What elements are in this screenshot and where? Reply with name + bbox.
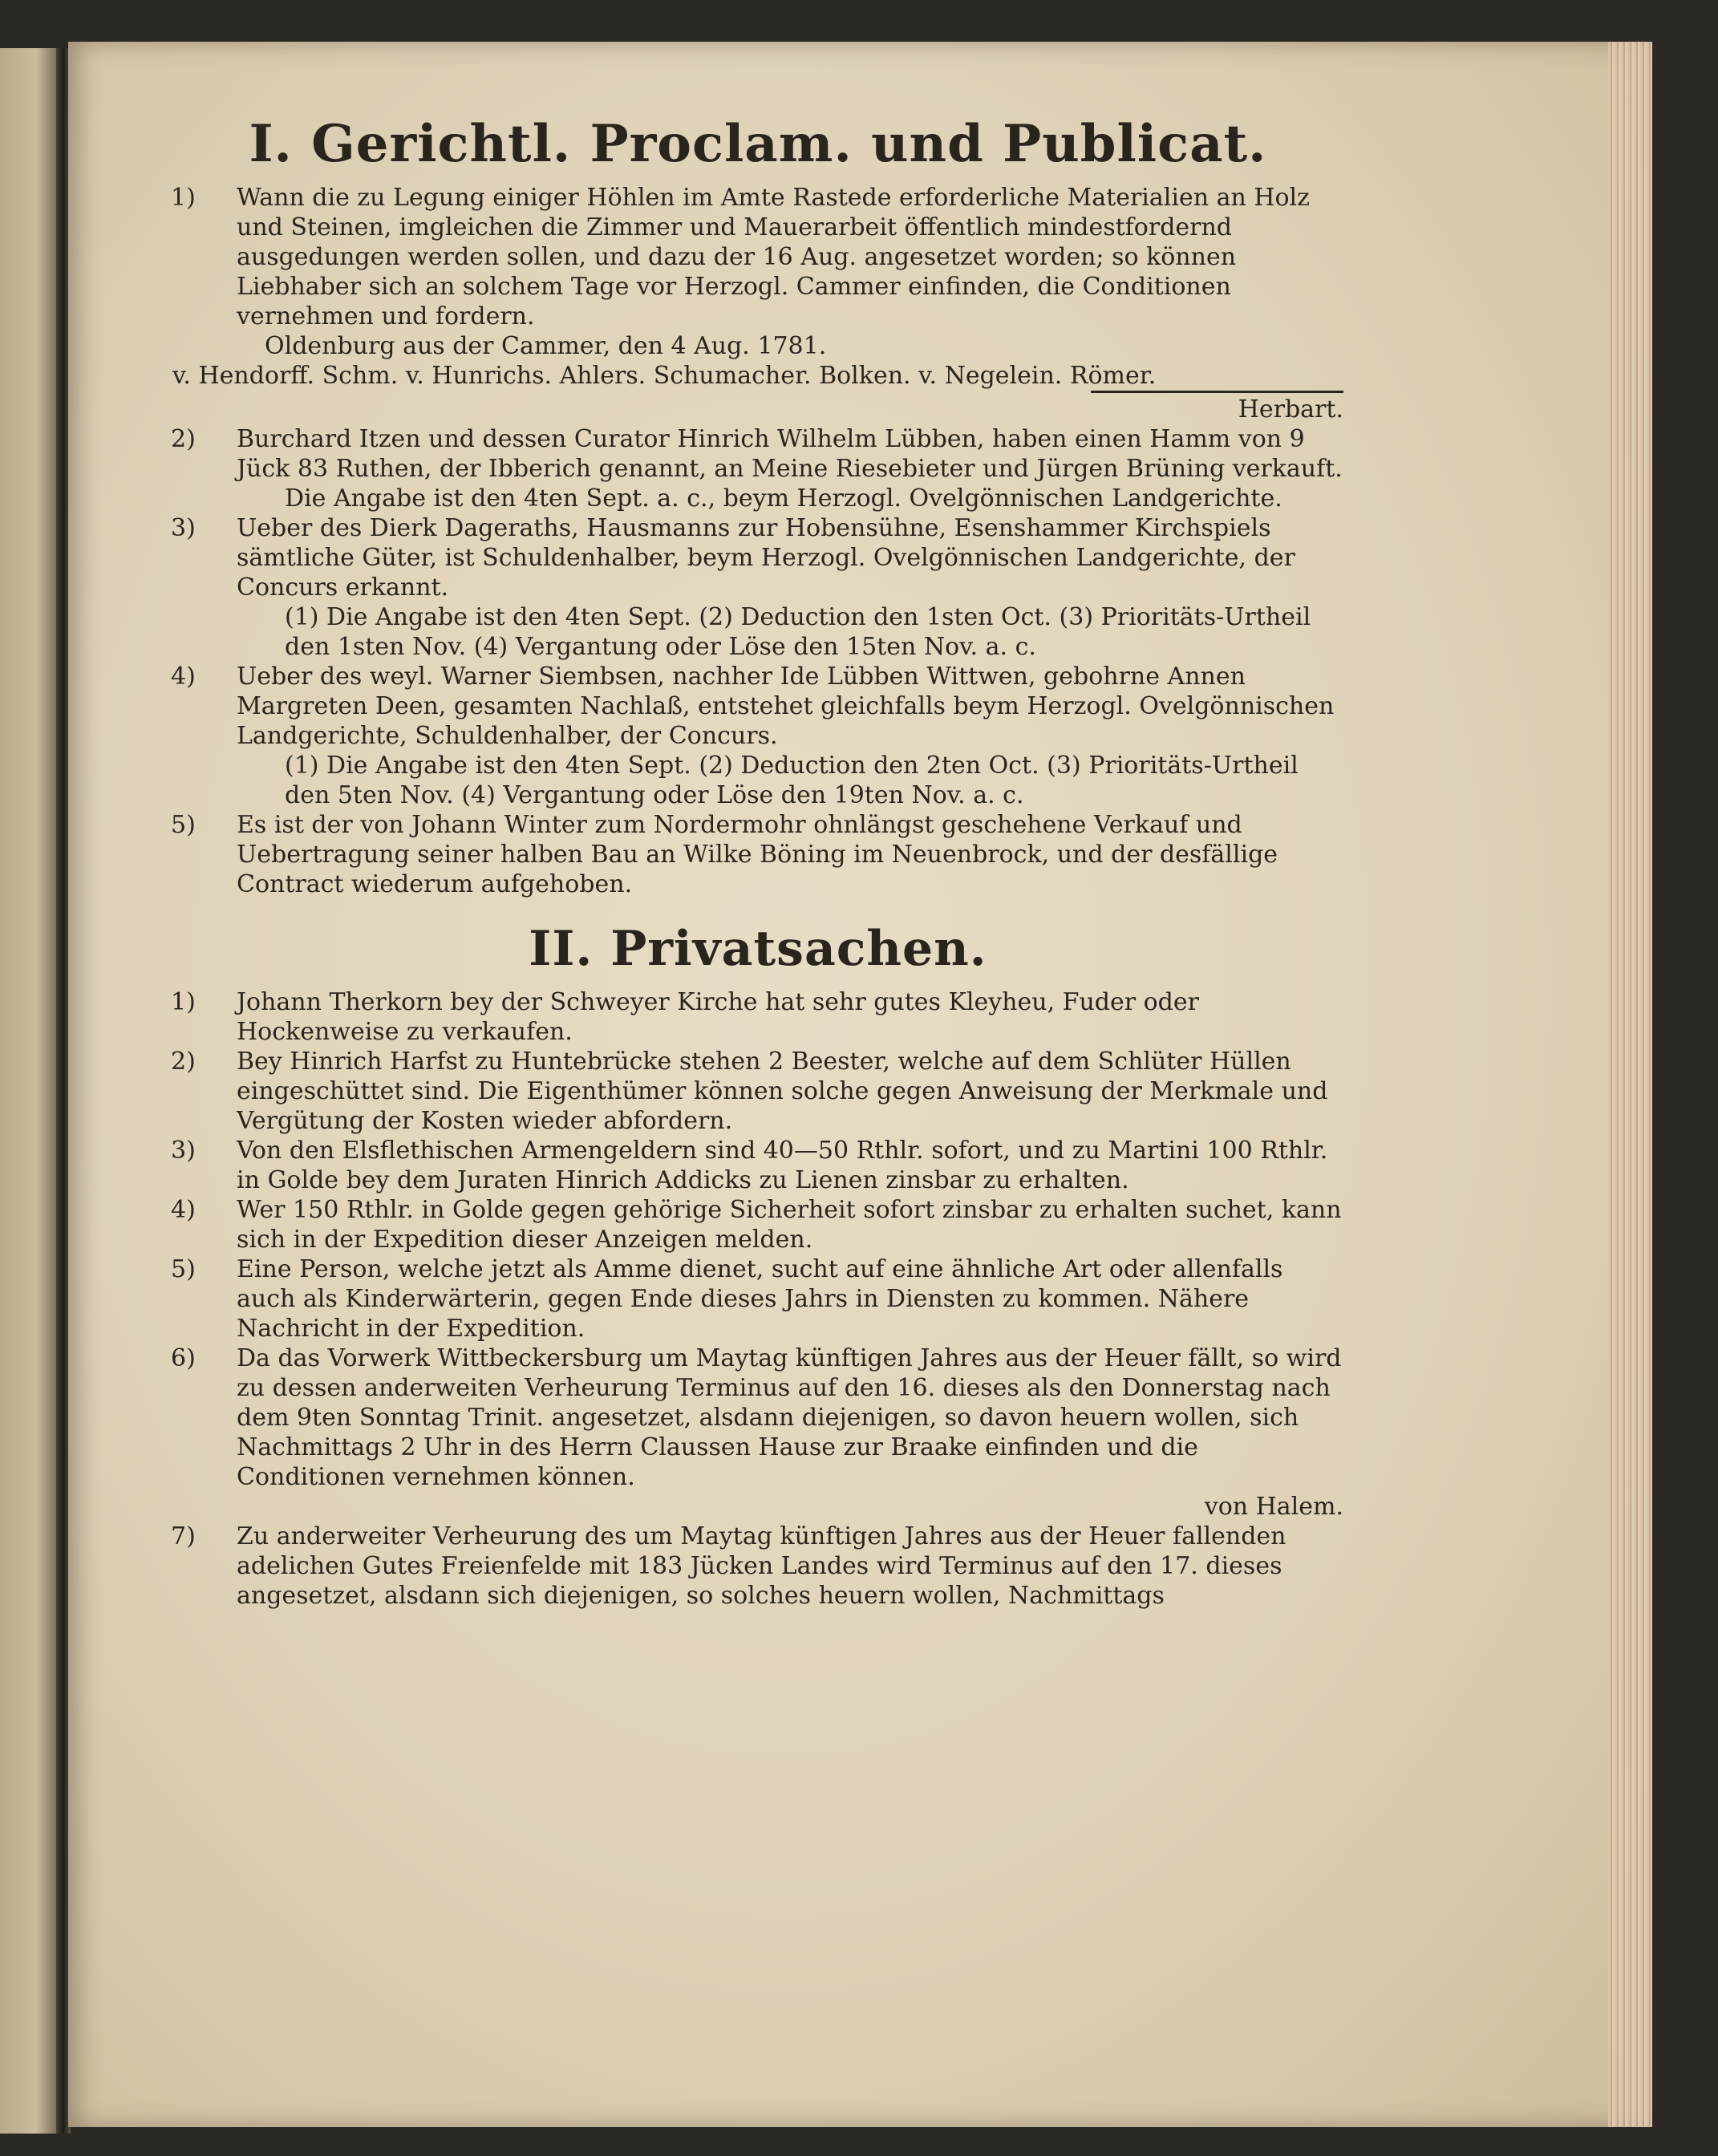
signature-last — [172, 391, 1343, 424]
notice-text: Burchard Itzen und dessen Curator Hinrich Wilhelm Lübben, haben einen Hamm von 9 Jück 83 Ruthen, der Ibberich genannt, an Meine Riesebieter und Jürgen Brüning verkauft. — [237, 425, 1343, 483]
notice-text: Eine Person, welche jetzt als Amme dienet, sucht auf eine ähnliche Art oder allenfalls auch als Kinderwärterin, gegen Ende dieses Jahrs in Diensten zu kommen. Nähere Nachricht in der Expedition. — [237, 1255, 1283, 1343]
private-7 — [172, 1522, 1343, 1611]
notice-dates: (1) Die Angabe ist den 4ten Sept. (2) Deduction den 2ten Oct. (3) Prioritäts-Urtheil den 5ten Nov. (4) Vergantung oder Löse den 19ten Nov. a. c. — [285, 752, 1299, 809]
notice-number: 6) — [171, 1344, 196, 1372]
notice-number: 2) — [171, 1048, 196, 1076]
private-2 — [172, 1047, 1343, 1136]
notice-2 — [172, 424, 1343, 484]
notice-number: 5) — [171, 811, 196, 839]
page-edges — [1608, 42, 1652, 2127]
page-content — [172, 112, 1343, 1611]
notice-number: 1) — [171, 184, 196, 212]
notice-number: 3) — [171, 1137, 196, 1165]
notice-text: Wer 150 Rthlr. in Golde gegen gehörige Sicherheit sofort zinsbar zu erhalten suchet, kann sich in der Expedition dieser Anzeigen melden. — [237, 1196, 1342, 1254]
notice-5 — [172, 810, 1343, 899]
notice-4 — [172, 662, 1343, 751]
notice-note: Die Angabe ist den 4ten Sept. a. c., beym Herzogl. Ovelgönnischen Landgerichte. — [285, 484, 1282, 513]
signatures: v. Hendorff. Schm. v. Hunrichs. Ahlers. Schumacher. Bolken. v. Negelein. Römer. — [172, 362, 1157, 390]
notice-1 — [172, 183, 1343, 331]
notice-text: Zu anderweiter Verheurung des um Maytag künftigen Jahres aus der Heuer fallenden adelichen Gutes Freienfelde mit 183 Jücken Landes wird Terminus auf den 17. dieses angesetzet, alsdann sich diejenigen, so solches heuern wollen, Nachmittags — [237, 1522, 1286, 1610]
notice-number: 5) — [171, 1255, 196, 1283]
private-6 — [172, 1343, 1343, 1522]
notice-text: Johann Therkorn bey der Schweyer Kirche hat sehr gutes Kleyheu, Fuder oder Hockenweise zu verkaufen. — [237, 988, 1199, 1046]
private-3 — [172, 1136, 1343, 1195]
private-1 — [172, 987, 1343, 1047]
section-title-1: I. Gerichtl. Proclam. und Publicat. — [249, 114, 1267, 174]
notice-signature: von Halem. — [1204, 1493, 1343, 1521]
section-title-2: II. Privatsachen. — [529, 921, 987, 977]
notice-number: 2) — [171, 425, 196, 453]
notice-text: Da das Vorwerk Wittbeckersburg um Maytag künftigen Jahres aus der Heuer fällt, so wird zu dessen anderweiten Verheurung Terminus auf den 16. dieses als den Donnerstag nach dem 9ten Sonntag Trinit. angesetzet, alsdann diejenigen, so davon heuern wollen, sich Nachmittags 2 Uhr in des Herrn Claussen Hause zur Braake einfinden und die Conditionen vernehmen können. — [237, 1344, 1342, 1491]
private-4 — [172, 1195, 1343, 1254]
notice-text: Von den Elsflethischen Armengeldern sind 40—50 Rthlr. sofort, und zu Martini 100 Rthlr. in Golde bey dem Juraten Hinrich Addicks zu Lienen zinsbar zu erhalten. — [237, 1137, 1328, 1194]
notice-number: 3) — [171, 514, 196, 542]
notice-dates: (1) Die Angabe ist den 4ten Sept. (2) Deduction den 1sten Oct. (3) Prioritäts-Urtheil den 1sten Nov. (4) Vergantung oder Löse den 15ten Nov. a. c. — [285, 603, 1311, 661]
notice-number: 7) — [171, 1522, 196, 1550]
notice-3 — [172, 513, 1343, 602]
notice-text: Ueber des Dierk Dageraths, Hausmanns zur Hobensühne, Esenshammer Kirchspiels sämtliche Güter, ist Schuldenhalber, beym Herzogl. Ovelgönnischen Landgerichte, der Concurs erkannt. — [237, 514, 1295, 602]
notice-number: 1) — [171, 988, 196, 1016]
notice-text: Wann die zu Legung einiger Höhlen im Amte Rastede erforderliche Materialien an Holz und Steinen, imgleichen die Zimmer und Mauerarbeit öffentlich mindestfordernd ausgedungen werden sollen, und dazu der 16 Aug. angesetzet worden; so können Liebhaber sich an solchem Tage vor Herzogl. Cammer einfinden, die Conditionen vernehmen und fordern. — [237, 184, 1310, 330]
notice-text: Ueber des weyl. Warner Siembsen, nachher Ide Lübben Wittwen, gebohrne Annen Margreten Deen, gesamten Nachlaß, entstehet gleichfalls beym Herzogl. Ovelgönnischen Landgerichte, Schuldenhalber, der Concurs. — [237, 663, 1335, 750]
notice-text: Es ist der von Johann Winter zum Nordermohr ohnlängst geschehene Verkauf und Uebertragung seiner halben Bau an Wilke Böning im Neuenbrock, und der desfällige Contract wiederum aufgehoben. — [237, 811, 1278, 898]
signature-herbart: Herbart. — [1091, 391, 1343, 424]
notice-number: 4) — [171, 663, 196, 691]
private-5 — [172, 1254, 1343, 1343]
left-page-edge — [0, 48, 60, 2134]
place-date: Oldenburg aus der Cammer, den 4 Aug. 1781. — [265, 332, 827, 360]
notice-text: Bey Hinrich Harfst zu Huntebrücke stehen 2 Beester, welche auf dem Schlüter Hüllen eingeschüttet sind. Die Eigenthümer können solche gegen Anweisung der Merkmale und Vergütung der Kosten wieder abfordern. — [237, 1048, 1328, 1135]
notice-number: 4) — [171, 1196, 196, 1224]
